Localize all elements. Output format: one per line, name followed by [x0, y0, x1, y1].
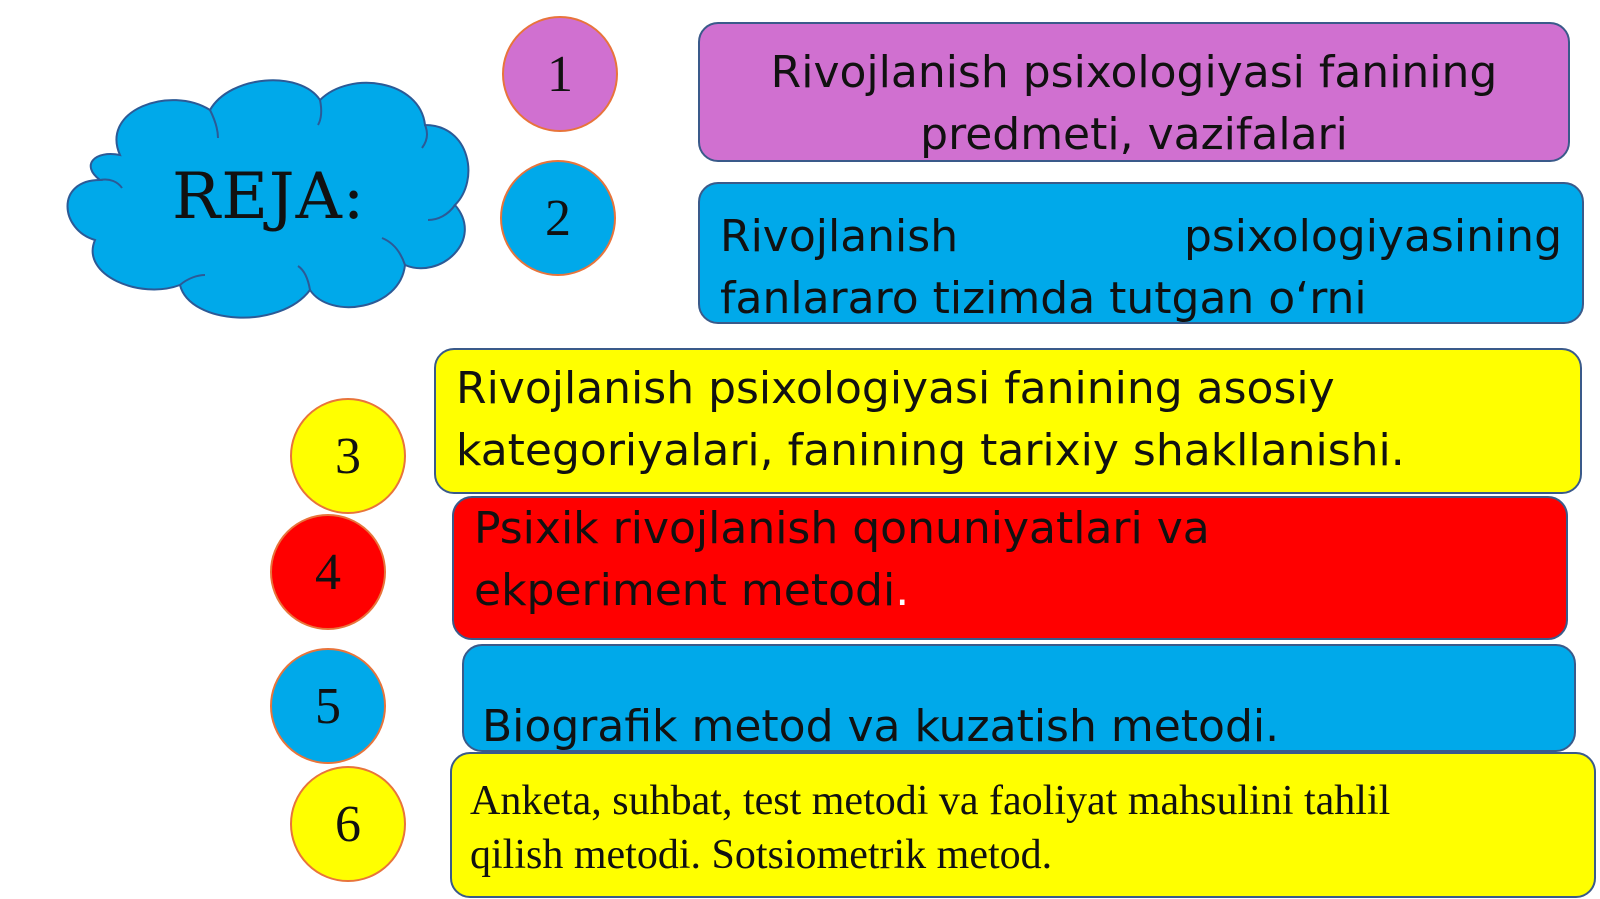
plan-item-4-period: . — [895, 565, 910, 616]
plan-item-1-line2: predmeti, vazifalari — [920, 109, 1348, 160]
plan-item-4-line1: Psixik rivojlanish qonuniyatlari va — [474, 503, 1210, 554]
number-circle-6: 6 — [290, 766, 406, 882]
plan-item-1 — [698, 22, 1570, 162]
plan-item-5-line: Biografik metod va kuzatish metodi. — [482, 701, 1280, 752]
plan-item-3 — [434, 348, 1582, 494]
plan-item-6-line1: Anketa, suhbat, test metodi va faoliyat mahsulini tahlil — [470, 778, 1391, 824]
number-circle-3: 3 — [290, 398, 406, 514]
plan-item-3-line2: kategoriyalari, fanining tarixiy shakllanishi. — [456, 425, 1405, 476]
plan-item-6 — [450, 752, 1596, 898]
plan-item-2-line2: fanlararo tizimda tutgan o‘rni — [720, 273, 1367, 324]
plan-item-4-line2-text: ekperiment metodi — [474, 565, 896, 616]
number-circle-2: 2 — [500, 160, 616, 276]
plan-item-2 — [698, 182, 1584, 324]
plan-item-2-word2: psixologiyasining — [1183, 211, 1562, 262]
plan-item-2-word1: Rivojlanish — [720, 211, 959, 262]
plan-item-1-line1: Rivojlanish psixologiyasi fanining — [770, 47, 1498, 98]
plan-item-4 — [452, 496, 1568, 640]
plan-item-3-line1: Rivojlanish psixologiyasi fanining asosiy — [456, 363, 1335, 414]
plan-item-2-line1 — [720, 206, 1562, 268]
plan-item-4-line2 — [474, 560, 1566, 622]
number-circle-1: 1 — [502, 16, 618, 132]
number-circle-4: 4 — [270, 514, 386, 630]
plan-item-5 — [462, 644, 1576, 752]
number-circle-5: 5 — [270, 648, 386, 764]
reja-label: REJA: — [172, 160, 366, 234]
plan-item-6-line2: qilish metodi. Sotsiometrik metod. — [470, 832, 1053, 878]
